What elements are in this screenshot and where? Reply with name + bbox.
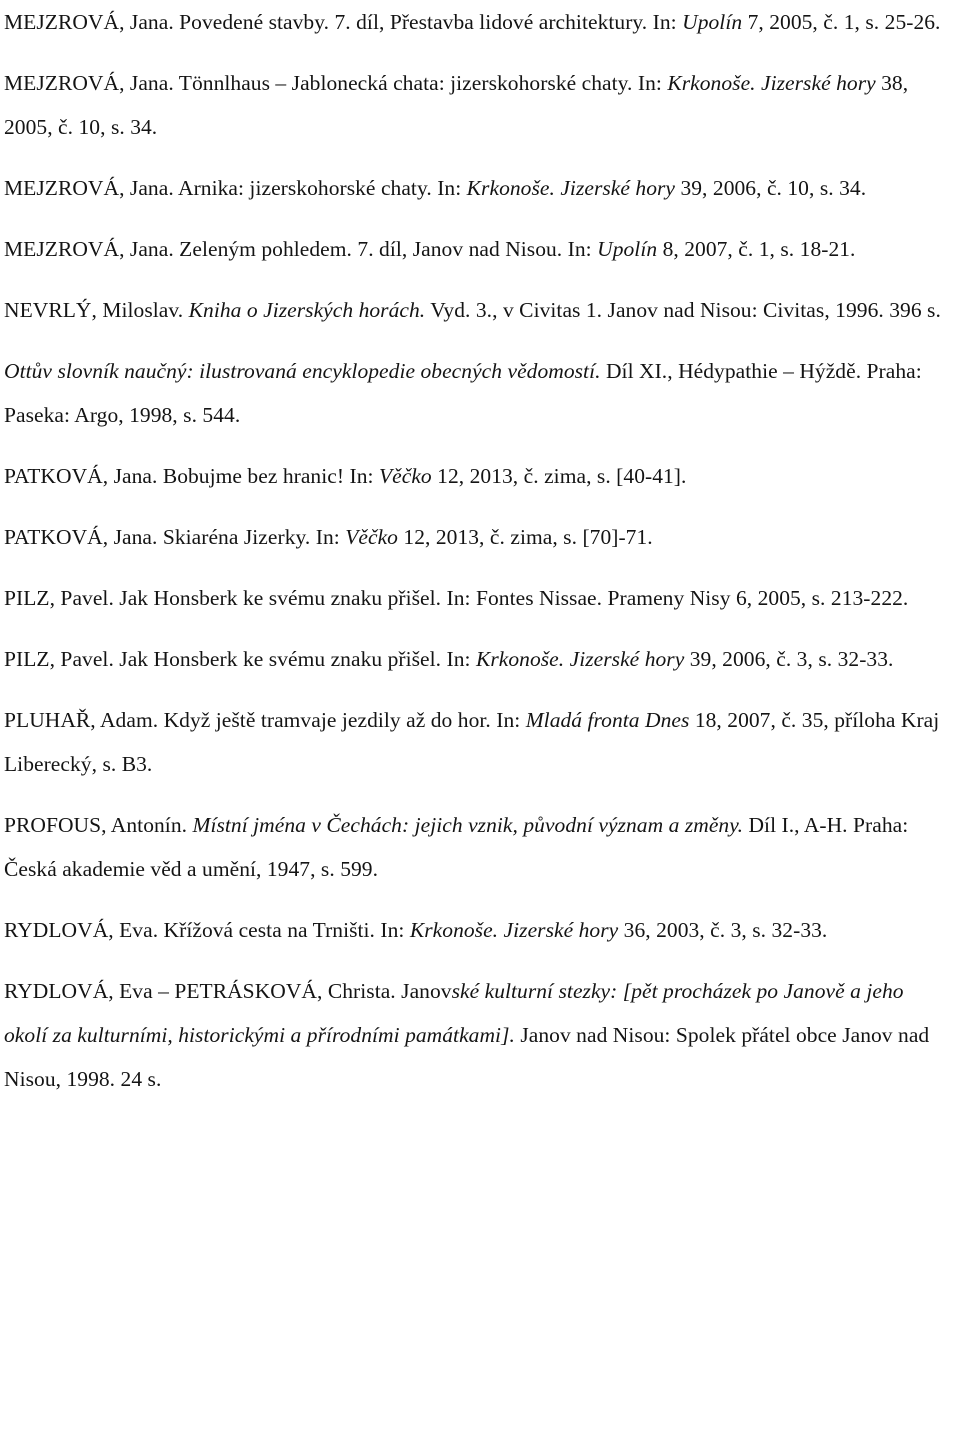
entry-book-title: Ottův slovník naučný: ilustrovaná encyklopedie obecných vědomostí. [4, 359, 601, 383]
entry-text: PILZ, Pavel. Jak Honsberk ke svému znaku přišel. In: [4, 647, 476, 671]
bibliography-entry [4, 969, 944, 1101]
entry-book-title: Místní jména v Čechách: jejich vznik, původní význam a změny. [192, 813, 744, 837]
entry-source-title: Krkonoše. Jizerské hory [409, 918, 619, 942]
entry-text: PATKOVÁ, Jana. Skiaréna Jizerky. In: [4, 525, 346, 549]
entry-text: Vyd. 3., v Civitas 1. Janov nad Nisou: Civitas, 1996. 396 s. [425, 298, 941, 322]
entry-text: PILZ, Pavel. Jak Honsberk ke svému znaku přišel. In: Fontes Nissae. Prameny Nisy 6, 2005, s. 213-222. [4, 586, 909, 610]
bibliography-list [4, 0, 944, 1118]
entry-text: NEVRLÝ, Miloslav. [4, 298, 189, 322]
bibliography-entry [4, 349, 944, 437]
entry-source-title: Věčko [345, 525, 398, 549]
bibliography-entry [4, 288, 944, 332]
entry-source-title: Upolín [682, 10, 743, 34]
entry-text: Díl XI., Hédypathie – Hýždě. Praha: Paseka: Argo, 1998, s. 544. [4, 359, 922, 427]
entry-source-title: Upolín [597, 237, 658, 261]
entry-text: MEJZROVÁ, Jana. Povedené stavby. 7. díl, Přestavba lidové architektury. In: [4, 10, 683, 34]
entry-text: 38, 2005, č. 10, s. 34. [4, 71, 909, 139]
bibliography-entry [4, 637, 944, 681]
entry-source-title: Krkonoše. Jizerské hory [466, 176, 676, 200]
entry-text: 8, 2007, č. 1, s. 18-21. [657, 237, 856, 261]
entry-text: MEJZROVÁ, Jana. Tönnlhaus – Jablonecká chata: jizerskohorské chaty. In: [4, 71, 668, 95]
bibliography-entry [4, 698, 944, 786]
entry-text: 18, 2007, č. 35, příloha Kraj Liberecký, s. B3. [4, 708, 940, 776]
entry-text: Janov nad Nisou: Spolek přátel obce Janov nad Nisou, 1998. 24 s. [4, 1023, 930, 1091]
entry-text: PATKOVÁ, Jana. Bobujme bez hranic! In: [4, 464, 379, 488]
bibliography-entry [4, 803, 944, 891]
entry-text: RYDLOVÁ, Eva. Křížová cesta na Trništi. In: [4, 918, 410, 942]
entry-source-title: Mladá fronta Dnes [525, 708, 690, 732]
bibliography-entry [4, 576, 944, 620]
entry-text: PROFOUS, Antonín. [4, 813, 193, 837]
entry-text: 7, 2005, č. 1, s. 25-26. [742, 10, 941, 34]
entry-text: 12, 2013, č. zima, s. [70]-71. [397, 525, 653, 549]
bibliography-entry [4, 166, 944, 210]
bibliography-entry [4, 0, 944, 44]
entry-text: 12, 2013, č. zima, s. [40-41]. [431, 464, 687, 488]
entry-source-title: Krkonoše. Jizerské hory [475, 647, 685, 671]
entry-text: PLUHAŘ, Adam. Když ještě tramvaje jezdily až do hor. In: [4, 708, 526, 732]
entry-text: Díl I., A-H. Praha: Česká akademie věd a umění, 1947, s. 599. [4, 813, 909, 881]
entry-text: 36, 2003, č. 3, s. 32-33. [618, 918, 828, 942]
bibliography-entry [4, 908, 944, 952]
entry-source-title: Krkonoše. Jizerské hory [667, 71, 876, 95]
entry-book-title: ské kulturní stezky: [pět procházek po Janově a jeho okolí za kulturními, historickými a přírodními památkami]. [4, 979, 904, 1047]
bibliography-entry [4, 227, 944, 271]
bibliography-entry [4, 61, 944, 149]
entry-text: RYDLOVÁ, Eva – PETRÁSKOVÁ, Christa. Janov [4, 979, 452, 1003]
bibliography-entry [4, 454, 944, 498]
entry-text: 39, 2006, č. 3, s. 32-33. [684, 647, 894, 671]
entry-text: 39, 2006, č. 10, s. 34. [675, 176, 867, 200]
entry-source-title: Věčko [378, 464, 432, 488]
entry-text: MEJZROVÁ, Jana. Arnika: jizerskohorské chaty. In: [4, 176, 467, 200]
entry-book-title: Kniha o Jizerských horách. [188, 298, 426, 322]
bibliography-entry [4, 515, 944, 559]
entry-text: MEJZROVÁ, Jana. Zeleným pohledem. 7. díl, Janov nad Nisou. In: [4, 237, 598, 261]
